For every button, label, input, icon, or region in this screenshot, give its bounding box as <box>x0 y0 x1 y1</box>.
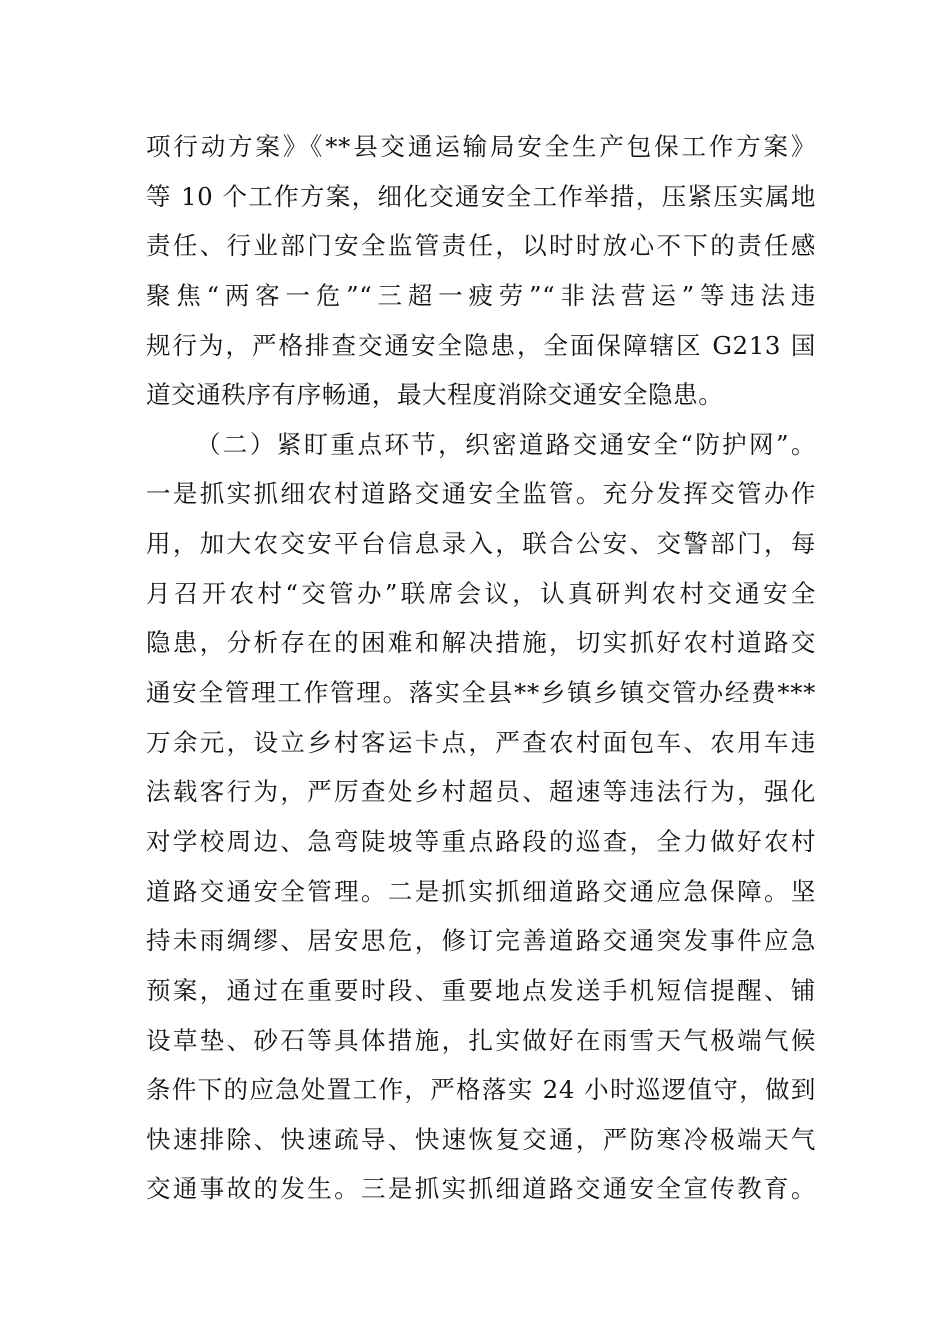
text-line: 责任、行业部门安全监管责任，以时时放心不下的责任感 <box>146 231 816 261</box>
text-line: 聚焦“两客一危”“三超一疲劳”“非法营运”等违法违 <box>146 280 816 310</box>
body-text <box>146 122 816 1214</box>
text-line: 规行为，严格排查交通安全隐患，全面保障辖区 G213 国 <box>146 330 816 360</box>
text-line: 道交通秩序有序畅通，最大程度消除交通安全隐患。 <box>146 380 724 410</box>
text-line: 条件下的应急处置工作，严格落实 24 小时巡逻值守，做到 <box>146 1075 816 1105</box>
section-heading: （二）紧盯重点环节，织密道路交通安全“防护网”。 <box>196 429 816 459</box>
text-line: 道路交通安全管理。二是抓实抓细道路交通应急保障。坚 <box>146 876 816 906</box>
text-line: 用，加大农交安平台信息录入，联合公安、交警部门，每 <box>146 529 816 559</box>
text-line: 一是抓实抓细农村道路交通安全监管。充分发挥交管办作 <box>146 479 816 509</box>
text-line: 等 10 个工作方案，细化交通安全工作举措，压紧压实属地 <box>146 181 816 211</box>
text-line: 快速排除、快速疏导、快速恢复交通，严防寒冷极端天气 <box>146 1124 816 1154</box>
text-line: 隐患，分析存在的困难和解决措施，切实抓好农村道路交 <box>146 628 816 658</box>
text-line: 通安全管理工作管理。落实全县**乡镇乡镇交管办经费*** <box>146 678 816 708</box>
text-line: 项行动方案》《**县交通运输局安全生产包保工作方案》 <box>146 132 816 161</box>
text-line: 法载客行为，严厉查处乡村超员、超速等违法行为，强化 <box>146 777 816 807</box>
text-line: 设草垫、砂石等具体措施，扎实做好在雨雪天气极端气候 <box>146 1025 816 1055</box>
text-line: 万余元，设立乡村客运卡点，严查农村面包车、农用车违 <box>146 727 816 757</box>
text-line: 持未雨绸缪、居安思危，修订完善道路交通突发事件应急 <box>146 926 816 956</box>
text-line: 交通事故的发生。三是抓实抓细道路交通安全宣传教育。 <box>146 1174 816 1204</box>
text-line: 月召开农村“交管办”联席会议，认真研判农村交通安全 <box>146 578 816 608</box>
text-line: 预案，通过在重要时段、重要地点发送手机短信提醒、铺 <box>146 975 816 1005</box>
text-line: 对学校周边、急弯陡坡等重点路段的巡查，全力做好农村 <box>146 826 816 856</box>
